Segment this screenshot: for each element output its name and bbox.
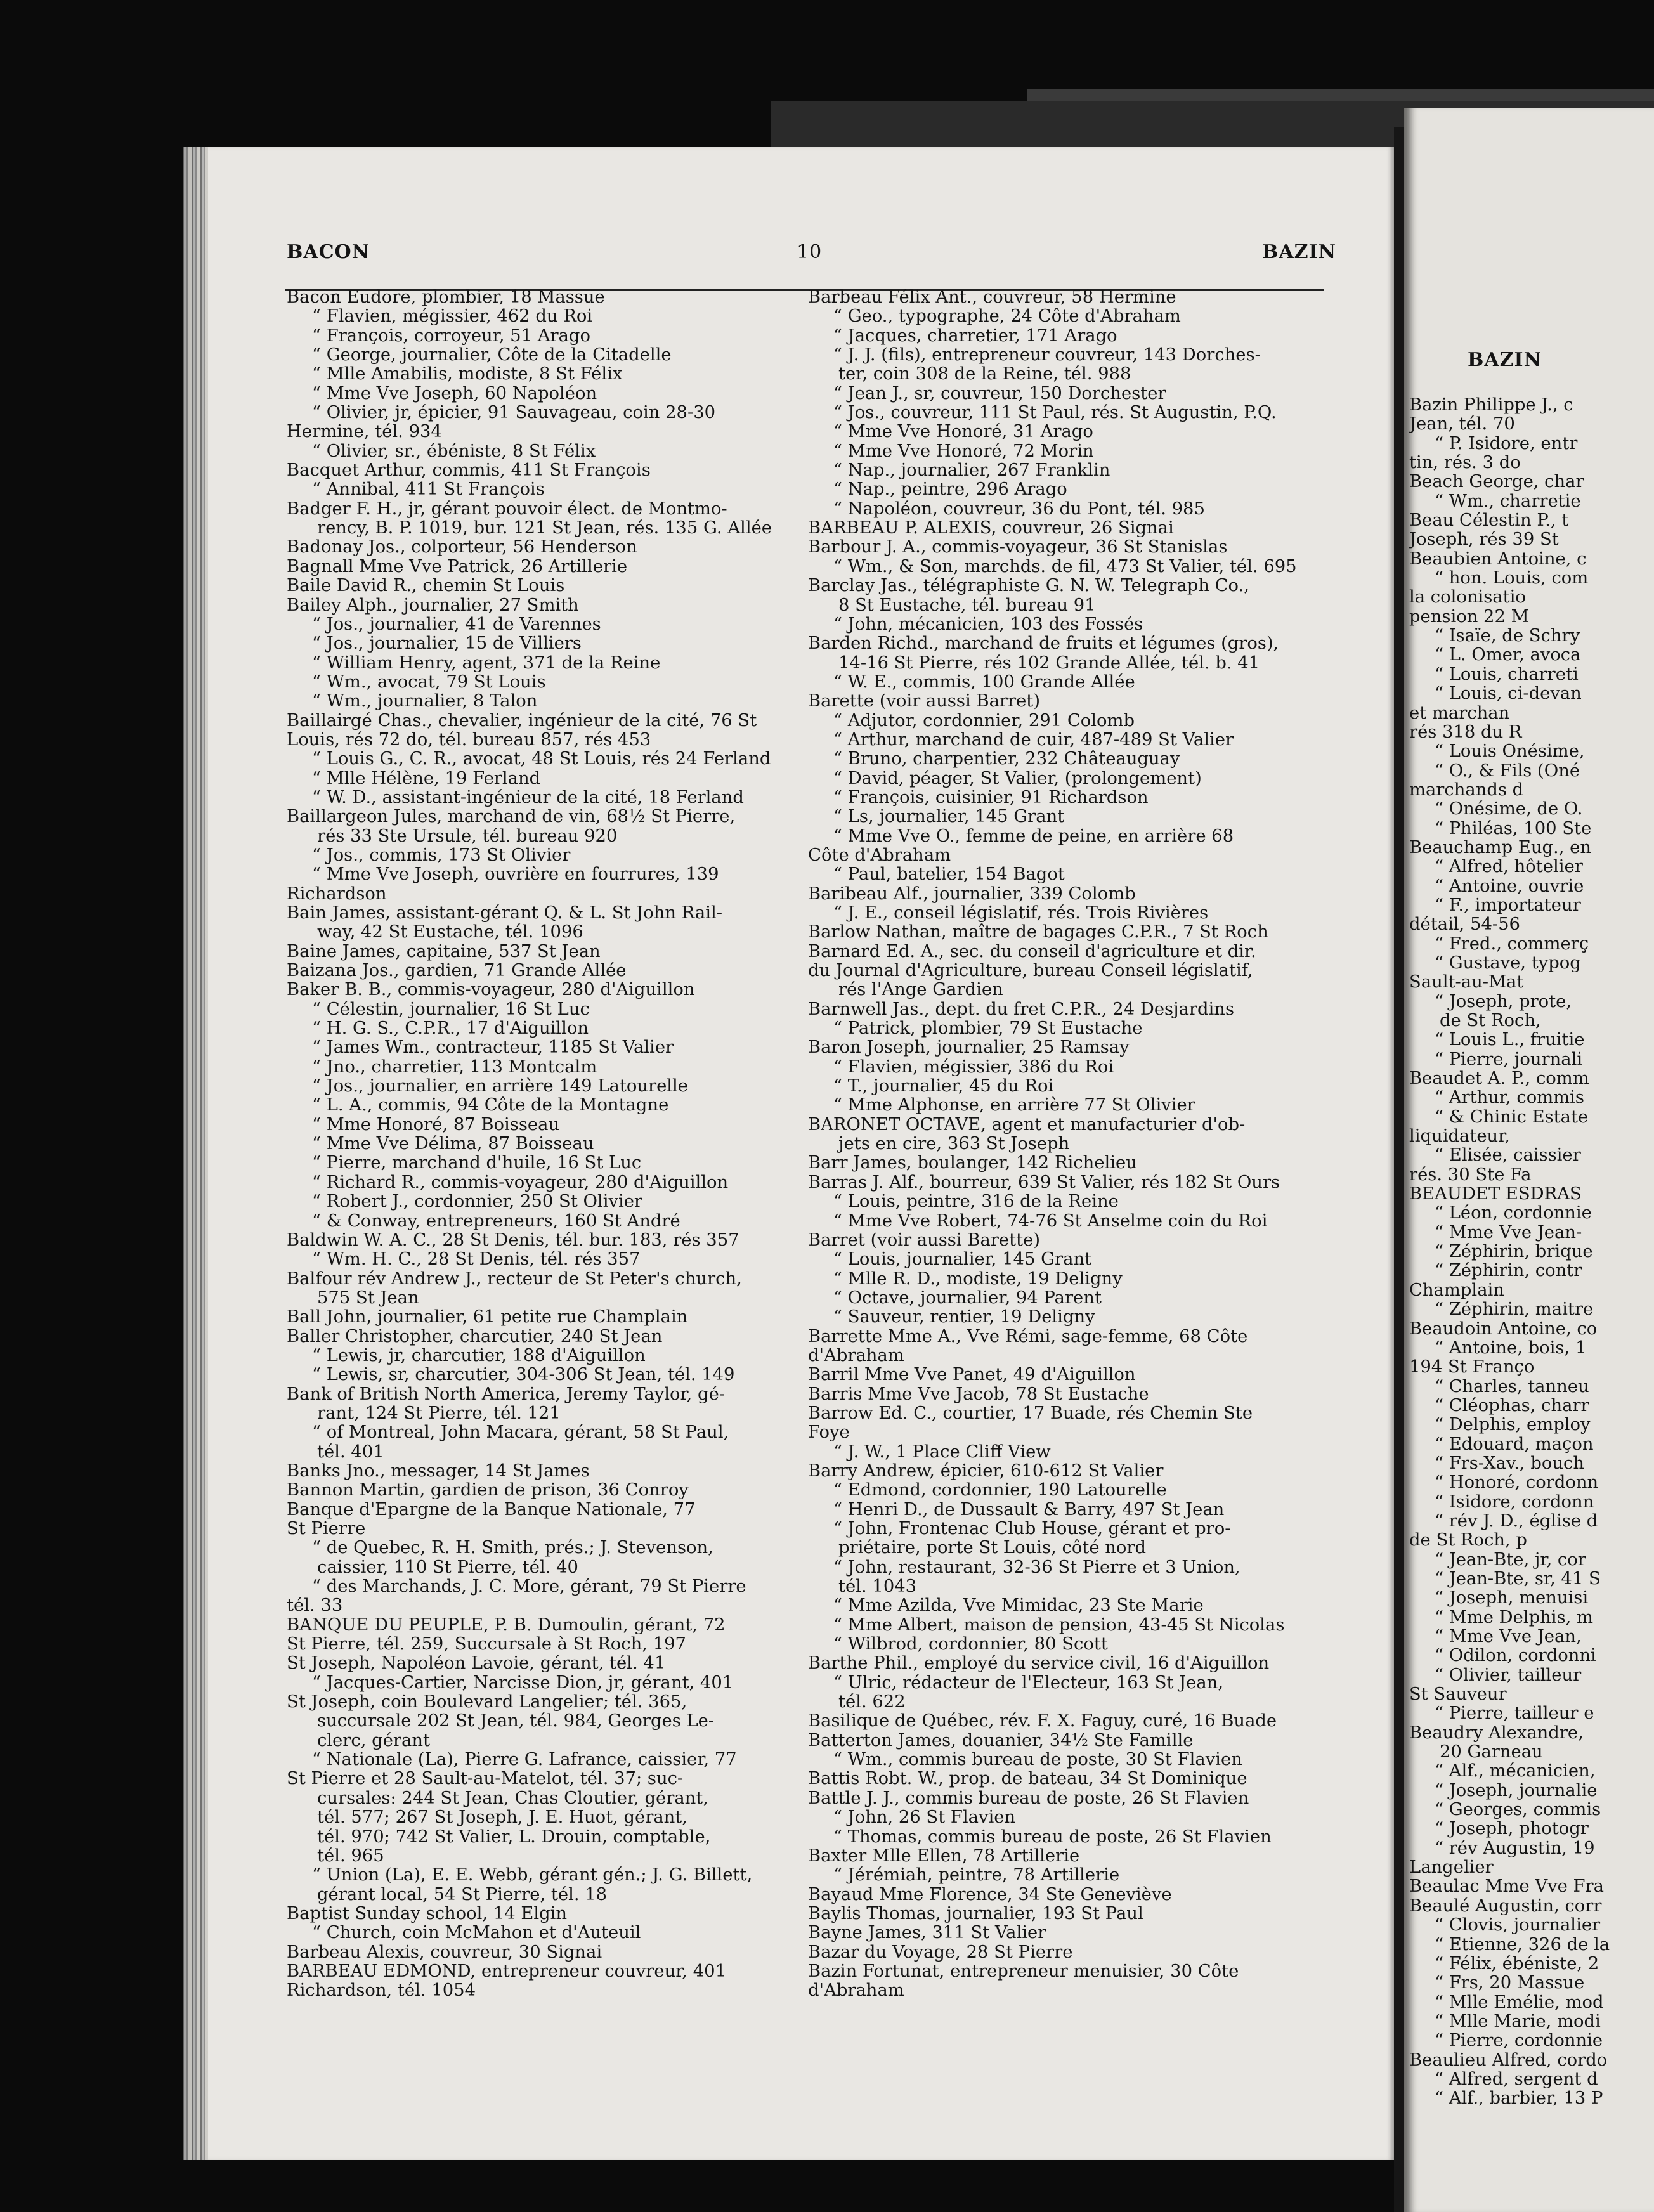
directory-line: pension 22 M [1409, 607, 1529, 627]
directory-line: “ Louis, peintre, 316 de la Reine [833, 1192, 1119, 1212]
directory-line: “ Elisée, caissier [1435, 1146, 1581, 1166]
directory-line: jets en cire, 363 St Joseph [838, 1135, 1070, 1154]
directory-line: “ Félix, ébéniste, 2 [1435, 1954, 1599, 1974]
directory-line: “ Jean-Bte, jr, cor [1435, 1550, 1586, 1570]
directory-line: Barrow Ed. C., courtier, 17 Buade, rés Chemin Ste [808, 1403, 1253, 1423]
directory-line: Bayne James, 311 St Valier [808, 1923, 1046, 1943]
directory-line: “ Mlle Marie, modi [1435, 2012, 1601, 2031]
directory-line: “ Olivier, sr., ébéniste, 8 St Félix [312, 441, 596, 461]
directory-line: “ Etienne, 326 de la [1435, 1935, 1610, 1955]
directory-line: “ Sauveur, rentier, 19 Deligny [833, 1308, 1095, 1327]
directory-line: “ James Wm., contracteur, 1185 St Valier [312, 1038, 674, 1058]
directory-line: “ Jacques, charretier, 171 Arago [833, 326, 1117, 346]
directory-line: rés 318 du R [1409, 722, 1522, 742]
next-page [1404, 108, 1654, 2212]
directory-line: “ Clovis, journalier [1435, 1916, 1601, 1935]
directory-line: “ Lewis, jr, charcutier, 188 d'Aiguillon [312, 1346, 646, 1365]
directory-line: “ Pierre, marchand d'huile, 16 St Luc [312, 1154, 642, 1173]
directory-line: Balfour rév Andrew J., recteur de St Peter's church, [287, 1269, 742, 1289]
directory-line: “ Jacques-Cartier, Narcisse Dion, jr, gérant, 401 [312, 1673, 734, 1693]
directory-line: “ Jos., commis, 173 St Olivier [312, 845, 571, 865]
directory-line: “ Joseph, journalie [1435, 1781, 1598, 1800]
directory-line: “ Pierre, tailleur e [1435, 1704, 1594, 1724]
directory-line: “ Pierre, cordonnie [1435, 2031, 1603, 2051]
directory-line: “ Louis, charreti [1435, 665, 1579, 684]
directory-line: Baizana Jos., gardien, 71 Grande Allée [287, 961, 627, 981]
directory-line: “ Mlle Emélie, mod [1435, 1993, 1604, 2012]
directory-line: Bank of British North America, Jeremy Taylor, gé- [287, 1384, 726, 1404]
directory-line: Bain James, assistant-gérant Q. & L. St John Rail- [287, 904, 723, 923]
directory-line: Baillargeon Jules, marchand de vin, 68½ St Pierre, [287, 807, 736, 827]
directory-line: de St Roch, [1440, 1012, 1541, 1031]
directory-line: Badger F. H., jr, gérant pouvoir élect. de Montmo- [287, 499, 727, 519]
directory-line: Badonay Jos., colporteur, 56 Henderson [287, 538, 637, 557]
directory-line: “ John, restaurant, 32-36 St Pierre et 3 Union, [833, 1558, 1240, 1577]
directory-line: “ Mme Azilda, Vve Mimidac, 23 Ste Marie [833, 1596, 1204, 1616]
directory-line: tél. 622 [838, 1693, 906, 1712]
directory-line: “ J. J. (fils), entrepreneur couvreur, 143 Dorches- [833, 346, 1261, 365]
directory-line: d'Abraham [808, 1981, 904, 2001]
directory-line: Baillairgé Chas., chevalier, ingénieur de la cité, 76 St [287, 711, 757, 731]
directory-line: Bacon Eudore, plombier, 18 Massue [287, 288, 605, 307]
directory-line: “ Mme Albert, maison de pension, 43-45 St Nicolas [833, 1615, 1285, 1635]
directory-line: “ Wm., & Son, marchds. de fil, 473 St Valier, tél. 695 [833, 557, 1297, 576]
directory-line: “ Isidore, cordonn [1435, 1492, 1594, 1512]
directory-line: tél. 970; 742 St Valier, L. Drouin, comptable, [317, 1827, 711, 1847]
directory-line: “ Onésime, de O. [1435, 800, 1583, 819]
directory-line: Beaulé Augustin, corr [1409, 1896, 1602, 1916]
directory-line: “ Mlle Amabilis, modiste, 8 St Félix [312, 365, 623, 384]
directory-line: Bazin Fortunat, entrepreneur menuisier, 30 Côte [808, 1962, 1239, 1981]
directory-line: “ Richard R., commis-voyageur, 280 d'Aiguillon [312, 1173, 729, 1192]
directory-line: “ Jérémiah, peintre, 78 Artillerie [833, 1866, 1120, 1885]
directory-line: Sault-au-Mat [1409, 973, 1524, 992]
directory-line: rés. 30 Ste Fa [1409, 1165, 1532, 1185]
directory-line: Barr James, boulanger, 142 Richelieu [808, 1154, 1137, 1173]
directory-line: “ Delphis, employ [1435, 1415, 1591, 1435]
directory-line: “ W. D., assistant-ingénieur de la cité, 18 Ferland [312, 788, 744, 807]
directory-line: caissier, 110 St Pierre, tél. 40 [317, 1558, 578, 1577]
directory-line: “ Adjutor, cordonnier, 291 Colomb [833, 711, 1135, 731]
directory-line: “ Nap., journalier, 267 Franklin [833, 461, 1110, 481]
directory-line: Basilique de Québec, rév. F. X. Faguy, curé, 16 Buade [808, 1712, 1277, 1731]
directory-line: “ L. Omer, avoca [1435, 646, 1581, 665]
directory-column-left [287, 288, 797, 2001]
directory-line: St Pierre et 28 Sault-au-Matelot, tél. 37; suc- [287, 1769, 684, 1789]
directory-line: “ Nationale (La), Pierre G. Lafrance, caissier, 77 [312, 1750, 737, 1770]
page-edge [183, 147, 208, 2160]
directory-line: 575 St Jean [317, 1288, 419, 1308]
directory-line: “ F., importateur [1435, 895, 1581, 915]
directory-line: rant, 124 St Pierre, tél. 121 [317, 1403, 561, 1423]
directory-line: “ rév J. D., église d [1435, 1511, 1598, 1531]
directory-line: Barbour J. A., commis-voyageur, 36 St Stanislas [808, 538, 1228, 557]
directory-line: “ William Henry, agent, 371 de la Reine [312, 653, 661, 673]
directory-line: Beauchamp Eug., en [1409, 838, 1591, 857]
directory-line: Banque d'Epargne de la Banque Nationale, 77 [287, 1500, 696, 1519]
directory-line: Bannon Martin, gardien de prison, 36 Conroy [287, 1481, 689, 1500]
directory-line: Champlain [1409, 1280, 1504, 1300]
directory-line: “ Wm., journalier, 8 Talon [312, 692, 538, 712]
directory-line: “ H. G. S., C.P.R., 17 d'Aiguillon [312, 1019, 589, 1039]
directory-line: “ Alfred, sergent d [1435, 2069, 1598, 2089]
directory-line: “ François, corroyeur, 51 Arago [312, 326, 590, 346]
directory-line: “ Antoine, bois, 1 [1435, 1338, 1587, 1358]
directory-line: “ Wm. H. C., 28 St Denis, tél. rés 357 [312, 1250, 641, 1270]
directory-line: “ Lewis, sr, charcutier, 304-306 St Jean, tél. 149 [312, 1365, 735, 1385]
directory-line: Bazin Philippe J., c [1409, 396, 1573, 415]
directory-line: “ Henri D., de Dussault & Barry, 497 St Jean [833, 1500, 1225, 1519]
directory-line: “ & Conway, entrepreneurs, 160 St André [312, 1211, 680, 1231]
directory-line: BARONET OCTAVE, agent et manufacturier d'ob- [808, 1115, 1246, 1135]
directory-line: “ George, journalier, Côte de la Citadelle [312, 346, 672, 365]
directory-line: Barden Richd., marchand de fruits et légumes (gros), [808, 634, 1279, 654]
directory-line: “ Gustave, typog [1435, 953, 1581, 973]
directory-line: “ Jean-Bte, sr, 41 S [1435, 1569, 1601, 1589]
directory-line: “ Jos., journalier, 15 de Villiers [312, 634, 582, 654]
directory-line: Joseph, rés 39 St [1409, 530, 1559, 550]
directory-line: Beaudry Alexandre, [1409, 1723, 1584, 1743]
directory-line: Baine James, capitaine, 537 St Jean [287, 942, 601, 961]
directory-line: Côte d'Abraham [808, 845, 951, 865]
directory-line: tél. 33 [287, 1596, 343, 1616]
directory-line: “ Church, coin McMahon et d'Auteuil [312, 1923, 641, 1943]
directory-line: “ Alf., mécanicien, [1435, 1762, 1596, 1781]
directory-line: “ Frs, 20 Massue [1435, 1974, 1585, 1993]
directory-line: Richardson [287, 884, 387, 904]
directory-line: “ Zéphirin, brique [1435, 1242, 1593, 1262]
directory-line: St Sauveur [1409, 1685, 1507, 1705]
directory-line: Beau Célestin P., t [1409, 511, 1569, 531]
directory-line: “ T., journalier, 45 du Roi [833, 1077, 1054, 1096]
directory-line: Barras J. Alf., bourreur, 639 St Valier, rés 182 St Ours [808, 1173, 1280, 1192]
directory-line: cursales: 244 St Jean, Chas Cloutier, gérant, [317, 1788, 708, 1808]
directory-line: Batterton James, douanier, 34½ Ste Famille [808, 1731, 1194, 1750]
directory-line: “ Mme Vve Jean- [1435, 1223, 1582, 1242]
directory-line: rency, B. P. 1019, bur. 121 St Jean, rés. 135 G. Allée [317, 519, 772, 538]
directory-line: Barrette Mme A., Vve Rémi, sage-femme, 68 Côte [808, 1327, 1248, 1346]
directory-line: tél. 1043 [838, 1577, 917, 1597]
directory-line: BANQUE DU PEUPLE, P. B. Dumoulin, gérant, 72 [287, 1615, 726, 1635]
directory-line: Langelier [1409, 1858, 1494, 1878]
directory-line: “ J. E., conseil législatif, rés. Trois Rivières [833, 904, 1209, 923]
directory-line: Jean, tél. 70 [1409, 415, 1515, 434]
directory-line: “ Philéas, 100 Ste [1435, 819, 1592, 838]
directory-line: “ Honoré, cordonn [1435, 1473, 1599, 1493]
directory-line: “ Wm., commis bureau de poste, 30 St Flavien [833, 1750, 1242, 1770]
directory-line: “ John, mécanicien, 103 des Fossés [833, 615, 1143, 634]
directory-line: “ Olivier, tailleur [1435, 1665, 1582, 1685]
directory-line: “ Cléophas, charr [1435, 1396, 1589, 1415]
directory-line: “ Jos., journalier, 41 de Varennes [312, 615, 601, 634]
directory-line: “ Joseph, menuisi [1435, 1589, 1589, 1608]
directory-line: “ Edmond, cordonnier, 190 Latourelle [833, 1481, 1167, 1500]
directory-line: liquidateur, [1409, 1127, 1510, 1147]
directory-line: “ Flavien, mégissier, 386 du Roi [833, 1057, 1114, 1077]
directory-line: “ Bruno, charpentier, 232 Châteauguay [833, 750, 1180, 769]
directory-line: “ Louis Onésime, [1435, 742, 1585, 762]
directory-line: “ John, Frontenac Club House, gérant et pro- [833, 1519, 1231, 1539]
directory-line: “ Louis, journalier, 145 Grant [833, 1250, 1092, 1270]
directory-line: “ Jno., charretier, 113 Montcalm [312, 1057, 597, 1077]
directory-line: “ O., & Fils (Oné [1435, 761, 1580, 781]
directory-line: St Joseph, Napoléon Lavoie, gérant, tél. 41 [287, 1654, 666, 1674]
directory-line: de St Roch, p [1409, 1531, 1527, 1551]
directory-line: Bagnall Mme Vve Patrick, 26 Artillerie [287, 557, 628, 576]
directory-line: “ J. W., 1 Place Cliff View [833, 1442, 1051, 1462]
directory-line: tél. 401 [317, 1442, 384, 1462]
directory-line: “ L. A., commis, 94 Côte de la Montagne [312, 1096, 669, 1116]
directory-line: “ Wilbrod, cordonnier, 80 Scott [833, 1635, 1108, 1655]
directory-line: 20 Garneau [1440, 1743, 1543, 1762]
directory-line: Hermine, tél. 934 [287, 422, 442, 442]
directory-line: “ Flavien, mégissier, 462 du Roi [312, 307, 593, 327]
directory-line: “ Léon, cordonnie [1435, 1204, 1592, 1223]
directory-line: BEAUDET ESDRAS [1409, 1185, 1582, 1204]
directory-line: way, 42 St Eustache, tél. 1096 [317, 923, 583, 942]
directory-line: Beach George, char [1409, 472, 1584, 492]
directory-line: détail, 54-56 [1409, 915, 1520, 935]
directory-line: Barret (voir aussi Barette) [808, 1230, 1041, 1250]
directory-line: “ Mme Alphonse, en arrière 77 St Olivier [833, 1096, 1195, 1116]
directory-line: “ Mme Vve Joseph, ouvrière en fourrures, 139 [312, 865, 719, 885]
directory-line: “ Robert J., cordonnier, 250 St Olivier [312, 1192, 643, 1212]
directory-line: “ Annibal, 411 St François [312, 480, 545, 500]
directory-line: 14-16 St Pierre, rés 102 Grande Allée, tél. b. 41 [838, 653, 1260, 673]
directory-line: Battle J. J., commis bureau de poste, 26 St Flavien [808, 1788, 1249, 1808]
directory-line: Barry Andrew, épicier, 610-612 St Valier [808, 1461, 1164, 1481]
directory-line: Baller Christopher, charcutier, 240 St Jean [287, 1327, 663, 1346]
directory-line: d'Abraham [808, 1346, 904, 1365]
directory-line: “ Louis L., fruitie [1435, 1031, 1585, 1050]
directory-line: Baylis Thomas, journalier, 193 St Paul [808, 1904, 1143, 1923]
directory-line: marchands d [1409, 780, 1524, 800]
directory-line: “ Isaïe, de Schry [1435, 627, 1580, 646]
directory-line: “ Charles, tanneu [1435, 1377, 1589, 1396]
directory-line: Baxter Mlle Ellen, 78 Artillerie [808, 1846, 1080, 1866]
directory-line: “ Louis, ci-devan [1435, 684, 1582, 704]
directory-line: tél. 577; 267 St Joseph, J. E. Huot, gérant, [317, 1808, 688, 1828]
directory-line: Baribeau Alf., journalier, 339 Colomb [808, 884, 1136, 904]
directory-line: “ Geo., typographe, 24 Côte d'Abraham [833, 307, 1181, 327]
directory-line: “ Octave, journalier, 94 Parent [833, 1288, 1102, 1308]
directory-line: “ Pierre, journali [1435, 1050, 1583, 1069]
directory-line: Beaudet A. P., comm [1409, 1069, 1589, 1089]
directory-line: BARBEAU P. ALEXIS, couvreur, 26 Signai [808, 519, 1174, 538]
directory-line: clerc, gérant [317, 1731, 430, 1750]
directory-line: Barbeau Alexis, couvreur, 30 Signai [287, 1942, 602, 1962]
directory-line: “ Mme Vve Robert, 74-76 St Anselme coin du Roi [833, 1211, 1268, 1231]
directory-line: “ Ulric, rédacteur de l'Electeur, 163 St Jean, [833, 1673, 1224, 1693]
directory-line: Barris Mme Vve Jacob, 78 St Eustache [808, 1384, 1149, 1404]
directory-line: “ Antoine, ouvrie [1435, 876, 1584, 896]
directory-line: “ Louis G., C. R., avocat, 48 St Louis, rés 24 Ferland [312, 750, 771, 769]
directory-line: “ Jos., couvreur, 111 St Paul, rés. St Augustin, P.Q. [833, 403, 1277, 423]
directory-line: Bailey Alph., journalier, 27 Smith [287, 595, 579, 615]
directory-line: “ Union (La), E. E. Webb, gérant gén.; J. G. Billett, [312, 1866, 753, 1885]
directory-line: Beaudoin Antoine, co [1409, 1319, 1598, 1339]
running-header-right: BAZIN [1262, 241, 1336, 263]
directory-line: “ Odilon, cordonni [1435, 1646, 1596, 1666]
directory-line: “ P. Isidore, entr [1435, 434, 1578, 453]
page-number: 10 [797, 241, 823, 263]
directory-line: tin, rés. 3 do [1409, 453, 1521, 473]
directory-line: “ Mme Vve Honoré, 31 Arago [833, 422, 1093, 442]
directory-line: Barette (voir aussi Barret) [808, 692, 1041, 712]
directory-line: Baron Joseph, journalier, 25 Ramsay [808, 1038, 1130, 1058]
directory-line: St Joseph, coin Boulevard Langelier; tél. 365, [287, 1693, 687, 1712]
directory-line: Beaulac Mme Vve Fra [1409, 1877, 1604, 1897]
directory-line: “ W. E., commis, 100 Grande Allée [833, 672, 1135, 692]
directory-line: gérant local, 54 St Pierre, tél. 18 [317, 1885, 608, 1904]
directory-line: “ de Quebec, R. H. Smith, prés.; J. Stevenson, [312, 1539, 713, 1558]
directory-line: Baile David R., chemin St Louis [287, 576, 565, 596]
directory-line: Beaubien Antoine, c [1409, 549, 1587, 569]
directory-line: “ David, péager, St Valier, (prolongement) [833, 769, 1202, 788]
directory-line: rés l'Ange Gardien [838, 980, 1003, 1000]
directory-line: “ Célestin, journalier, 16 St Luc [312, 999, 590, 1019]
directory-line: BARBEAU EDMOND, entrepreneur couvreur, 401 [287, 1962, 727, 1981]
directory-line: Ball John, journalier, 61 petite rue Champlain [287, 1308, 688, 1327]
directory-line: Barnwell Jas., dept. du fret C.P.R., 24 Desjardins [808, 999, 1235, 1019]
directory-line: Banks Jno., messager, 14 St James [287, 1461, 590, 1481]
directory-line: “ Ls, journalier, 145 Grant [833, 807, 1065, 827]
directory-line: “ Mlle R. D., modiste, 19 Deligny [833, 1269, 1123, 1289]
directory-line: “ Napoléon, couvreur, 36 du Pont, tél. 985 [833, 499, 1205, 519]
directory-line: tél. 965 [317, 1846, 384, 1866]
directory-line: du Journal d'Agriculture, bureau Conseil législatif, [808, 961, 1253, 981]
directory-line: “ Mme Delphis, m [1435, 1608, 1593, 1627]
directory-line: Baldwin W. A. C., 28 St Denis, tél. bur. 183, rés 357 [287, 1230, 739, 1250]
directory-line: succursale 202 St Jean, tél. 984, Georges Le- [317, 1712, 715, 1731]
page-gutter [1394, 127, 1404, 2212]
directory-line: “ Mlle Hélène, 19 Ferland [312, 769, 541, 788]
directory-line: Battis Robt. W., prop. de bateau, 34 St Dominique [808, 1769, 1247, 1789]
directory-line: Beaulieu Alfred, cordo [1409, 2050, 1608, 2070]
directory-line: “ hon. Louis, com [1435, 569, 1589, 589]
directory-line: St Pierre, tél. 259, Succursale à St Roch, 197 [287, 1635, 686, 1655]
directory-line: “ Mme Vve O., femme de peine, en arrière 68 [833, 826, 1234, 846]
directory-line: Barril Mme Vve Panet, 49 d'Aiguillon [808, 1365, 1136, 1385]
directory-line: Baker B. B., commis-voyageur, 280 d'Aiguillon [287, 980, 695, 1000]
directory-line: Bacquet Arthur, commis, 411 St François [287, 461, 651, 481]
directory-line: Richardson, tél. 1054 [287, 1981, 476, 2001]
directory-line: Barnard Ed. A., sec. du conseil d'agriculture et dir. [808, 942, 1256, 961]
directory-line: “ & Chinic Estate [1435, 1107, 1589, 1127]
directory-line: Foye [808, 1423, 850, 1443]
directory-line: “ Fred., commerç [1435, 934, 1589, 954]
directory-line: “ Patrick, plombier, 79 St Eustache [833, 1019, 1143, 1039]
directory-line: et marchan [1409, 703, 1510, 723]
directory-line: “ Wm., charretie [1435, 491, 1581, 511]
directory-line: “ des Marchands, J. C. More, gérant, 79 St Pierre [312, 1577, 746, 1597]
directory-line: “ John, 26 St Flavien [833, 1808, 1016, 1828]
directory-line: “ Olivier, jr, épicier, 91 Sauvageau, coin 28-30 [312, 403, 716, 423]
directory-line: “ Jos., journalier, en arrière 149 Latourelle [312, 1077, 689, 1096]
directory-line: “ Mme Vve Jean, [1435, 1627, 1582, 1646]
directory-line: priétaire, porte St Louis, côté nord [838, 1539, 1146, 1558]
directory-line: Barclay Jas., télégraphiste G. N. W. Telegraph Co., [808, 576, 1249, 596]
directory-line: “ Nap., peintre, 296 Arago [833, 480, 1067, 500]
directory-line: “ of Montreal, John Macara, gérant, 58 St Paul, [312, 1423, 729, 1443]
directory-line: Louis, rés 72 do, tél. bureau 857, rés 453 [287, 730, 651, 750]
directory-line: “ Alfred, hôtelier [1435, 857, 1583, 877]
directory-column-next [1409, 396, 1654, 2109]
directory-line: “ Paul, batelier, 154 Bagot [833, 865, 1065, 885]
directory-line: Baptist Sunday school, 14 Elgin [287, 1904, 568, 1923]
directory-column-middle [808, 288, 1325, 2001]
running-header-left: BACON [287, 241, 370, 263]
directory-line: ter, coin 308 de la Reine, tél. 988 [838, 365, 1131, 384]
directory-line: “ Alf., barbier, 13 P [1435, 2089, 1603, 2109]
directory-line: “ Mme Vve Joseph, 60 Napoléon [312, 384, 597, 403]
directory-line: “ rév Augustin, 19 [1435, 1838, 1595, 1858]
directory-line: Barlow Nathan, maître de bagages C.P.R., 7 St Roch [808, 923, 1268, 942]
directory-line: “ Joseph, prote, [1435, 992, 1572, 1012]
directory-line: “ Mme Vve Honoré, 72 Morin [833, 441, 1094, 461]
directory-line: St Pierre [287, 1519, 366, 1539]
directory-line: “ Frs-Xav., bouch [1435, 1454, 1584, 1473]
running-header-next: BAZIN [1468, 349, 1542, 371]
directory-line: “ Joseph, photogr [1435, 1819, 1589, 1839]
directory-line: “ Arthur, marchand de cuir, 487-489 St Valier [833, 730, 1234, 750]
directory-line: “ Thomas, commis bureau de poste, 26 St Flavien [833, 1827, 1272, 1847]
directory-line: “ Georges, commis [1435, 1800, 1601, 1820]
directory-line: “ Zéphirin, contr [1435, 1261, 1582, 1281]
directory-line: “ Mme Vve Délima, 87 Boisseau [312, 1135, 594, 1154]
directory-line: “ François, cuisinier, 91 Richardson [833, 788, 1149, 807]
directory-line: “ Arthur, commis [1435, 1088, 1584, 1108]
directory-line: 194 St Franço [1409, 1358, 1535, 1377]
directory-line: “ Zéphirin, maitre [1435, 1300, 1594, 1320]
directory-line: “ Wm., avocat, 79 St Louis [312, 672, 546, 692]
directory-line: 8 St Eustache, tél. bureau 91 [838, 595, 1096, 615]
directory-line: Barthe Phil., employé du service civil, 16 d'Aiguillon [808, 1654, 1270, 1674]
directory-line: la colonisatio [1409, 588, 1526, 608]
directory-line: “ Edouard, maçon [1435, 1435, 1594, 1454]
directory-line: Bayaud Mme Florence, 34 Ste Geneviève [808, 1885, 1172, 1904]
directory-line: rés 33 Ste Ursule, tél. bureau 920 [317, 826, 618, 846]
directory-line: Barbeau Félix Ant., couvreur, 58 Hermine [808, 288, 1176, 307]
directory-line: “ Mme Honoré, 87 Boisseau [312, 1115, 560, 1135]
directory-line: “ Jean J., sr, couvreur, 150 Dorchester [833, 384, 1166, 403]
directory-line: Bazar du Voyage, 28 St Pierre [808, 1942, 1073, 1962]
